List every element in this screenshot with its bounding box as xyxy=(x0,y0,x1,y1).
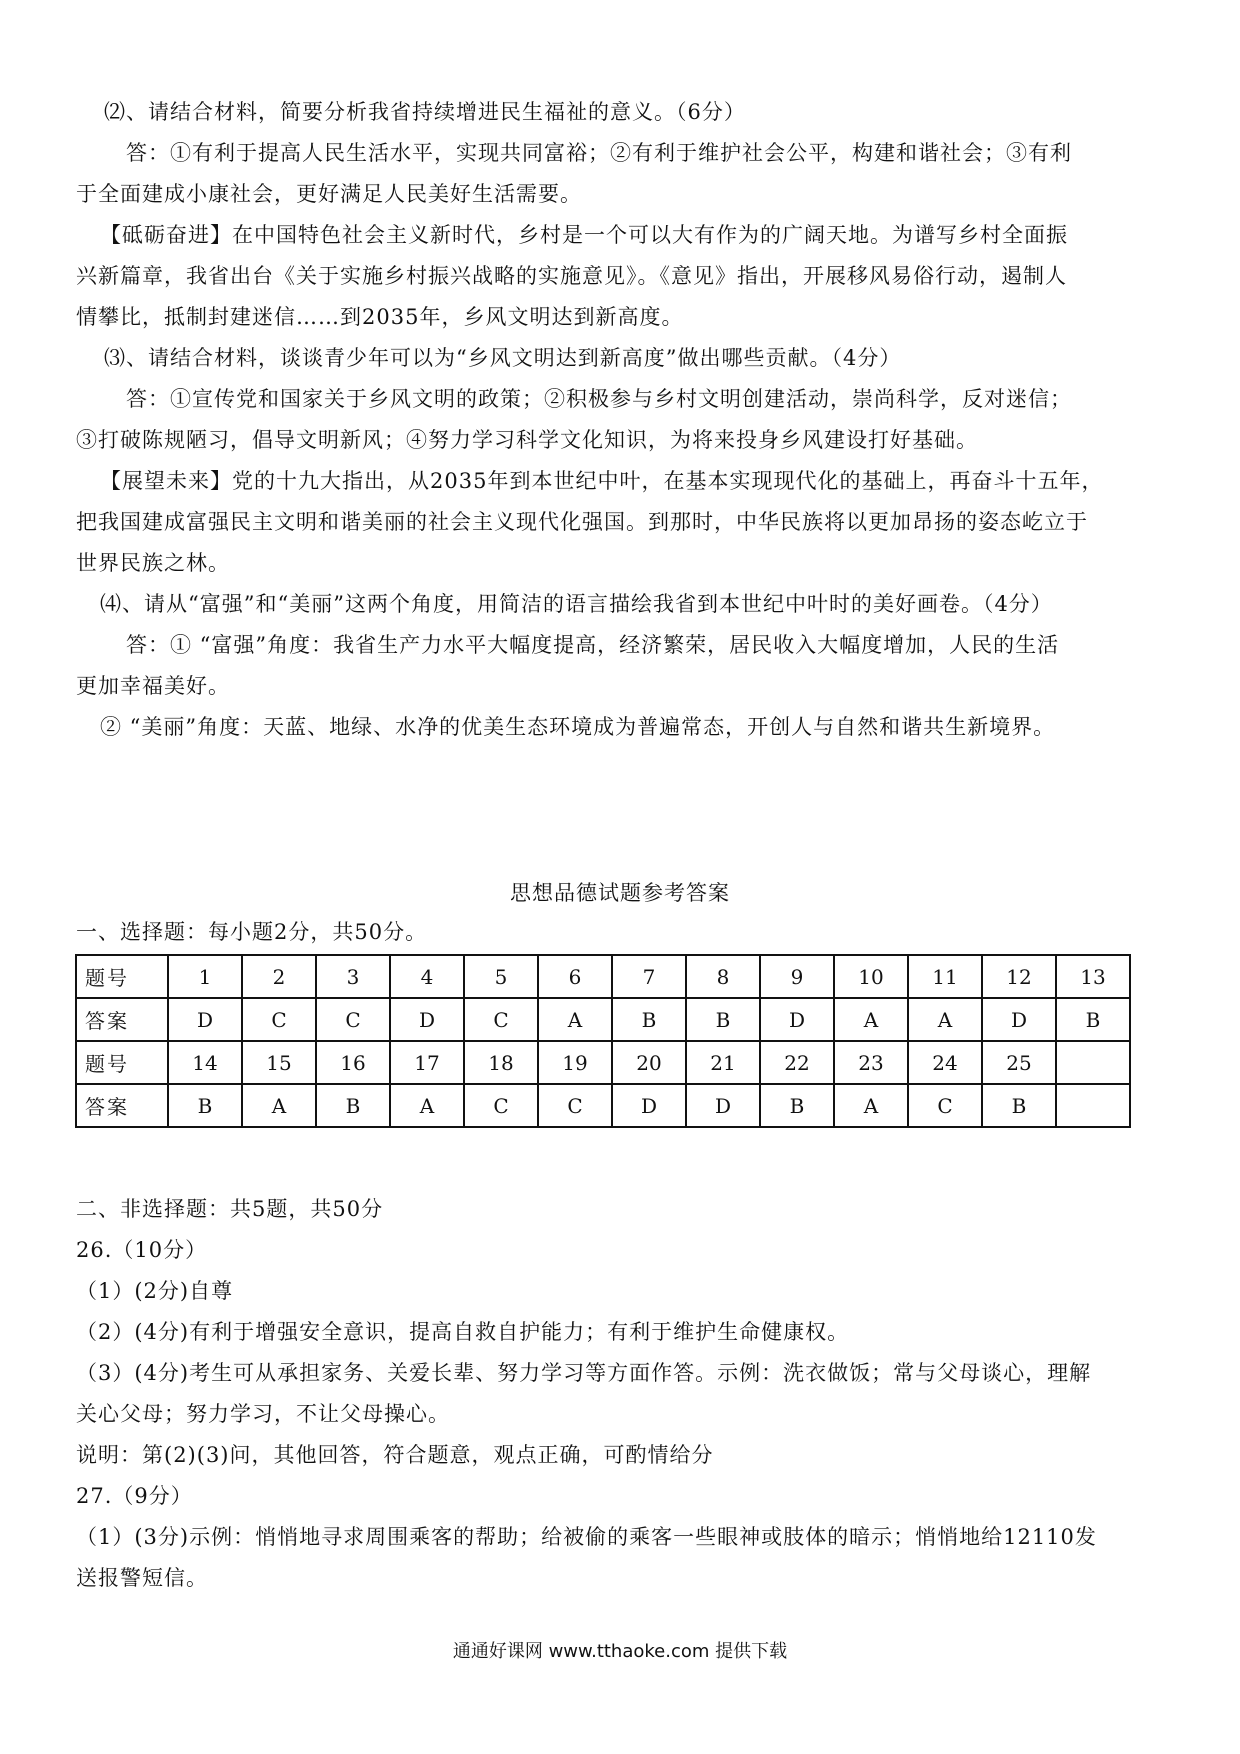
answer-4-line1: 答：① “富强”角度：我省生产力水平大幅度提高，经济繁荣，居民收入大幅度增加，人民的生活 xyxy=(126,633,1060,657)
answer-4-line3: ② “美丽”角度：天蓝、地绿、水净的优美生态环境成为普遍常态，开创人与自然和谐共生新境界。 xyxy=(100,715,1056,739)
question-26-part3-line2: 关心父母；努力学习，不让父母操心。 xyxy=(76,1402,450,1426)
answer-cell: A xyxy=(538,998,612,1041)
question-27-part1-line2: 送报警短信。 xyxy=(76,1566,208,1590)
footer-source: 通通好课网 www.tthaoke.com 提供下载 xyxy=(452,1641,788,1662)
question-number-cell xyxy=(1056,1041,1130,1084)
answer-3-line2: ③打破陈规陋习，倡导文明新风；④努力学习科学文化知识，为将来投身乡风建设打好基础。 xyxy=(76,428,978,452)
answer-2-line1: 答：①有利于提高人民生活水平，实现共同富裕；②有利于维护社会公平，构建和谐社会；③有利 xyxy=(126,141,1072,165)
question-2: ⑵、请结合材料，简要分析我省持续增进民生福祉的意义。（6分） xyxy=(104,100,746,124)
answer-cell: B xyxy=(168,1084,242,1127)
answer-key-title: 思想品德试题参考答案 xyxy=(510,881,730,905)
question-4: ⑷、请从“富强”和“美丽”这两个角度，用简洁的语言描绘我省到本世纪中叶时的美好画卷。（4分） xyxy=(100,592,1053,616)
answer-cell: B xyxy=(686,998,760,1041)
material-3-line1: 【砥砺奋进】在中国特色社会主义新时代，乡村是一个可以大有作为的广阔天地。为谱写乡村全面振 xyxy=(100,223,1068,247)
answer-cell: A xyxy=(390,1084,464,1127)
answer-cell: C xyxy=(538,1084,612,1127)
answer-cell: C xyxy=(464,1084,538,1127)
question-27-heading: 27.（9分） xyxy=(76,1484,193,1508)
answer-cell: D xyxy=(612,1084,686,1127)
question-number-cell: 21 xyxy=(686,1041,760,1084)
answer-cell: D xyxy=(760,998,834,1041)
answer-cell: C xyxy=(464,998,538,1041)
question-number-cell: 15 xyxy=(242,1041,316,1084)
answer-cell xyxy=(1056,1084,1130,1127)
question-number-cell: 19 xyxy=(538,1041,612,1084)
row-label-question-number: 题号 xyxy=(76,1041,168,1084)
question-number-cell: 5 xyxy=(464,955,538,998)
table-row-answers xyxy=(76,1084,1130,1127)
answer-cell: B xyxy=(760,1084,834,1127)
answer-cell: D xyxy=(390,998,464,1041)
question-number-cell: 9 xyxy=(760,955,834,998)
answer-cell: B xyxy=(612,998,686,1041)
answer-2-line2: 于全面建成小康社会，更好满足人民美好生活需要。 xyxy=(76,182,582,206)
question-number-cell: 8 xyxy=(686,955,760,998)
answer-cell: B xyxy=(982,1084,1056,1127)
question-number-cell: 10 xyxy=(834,955,908,998)
question-number-cell: 7 xyxy=(612,955,686,998)
question-number-cell: 14 xyxy=(168,1041,242,1084)
question-number-cell: 18 xyxy=(464,1041,538,1084)
question-number-cell: 23 xyxy=(834,1041,908,1084)
answer-cell: A xyxy=(834,998,908,1041)
answer-cell: B xyxy=(316,1084,390,1127)
question-27-part1-line1: （1）(3分)示例：悄悄地寻求周围乘客的帮助；给被偷的乘客一些眼神或肢体的暗示；悄悄地给12110发 xyxy=(76,1525,1097,1549)
question-number-cell: 17 xyxy=(390,1041,464,1084)
answer-3-line1: 答：①宣传党和国家关于乡风文明的政策；②积极参与乡村文明创建活动，崇尚科学，反对迷信； xyxy=(126,387,1072,411)
row-label-answer: 答案 xyxy=(76,998,168,1041)
material-4-line1: 【展望未来】党的十九大指出，从2035年到本世纪中叶，在基本实现现代化的基础上，再奋斗十五年， xyxy=(100,469,1104,493)
answer-cell: A xyxy=(242,1084,316,1127)
question-number-cell: 3 xyxy=(316,955,390,998)
question-number-cell: 12 xyxy=(982,955,1056,998)
answer-4-line2: 更加幸福美好。 xyxy=(76,674,230,698)
answer-cell: A xyxy=(834,1084,908,1127)
section-2-heading: 二、非选择题：共5题，共50分 xyxy=(76,1197,384,1221)
question-26-part2: （2）(4分)有利于增强安全意识，提高自救自护能力；有利于维护生命健康权。 xyxy=(76,1320,850,1344)
question-number-cell: 16 xyxy=(316,1041,390,1084)
question-number-cell: 6 xyxy=(538,955,612,998)
table-row-question-numbers xyxy=(76,955,1130,998)
question-number-cell: 2 xyxy=(242,955,316,998)
question-number-cell: 20 xyxy=(612,1041,686,1084)
question-26-heading: 26.（10分） xyxy=(76,1238,208,1262)
answer-cell: A xyxy=(908,998,982,1041)
answer-cell: D xyxy=(982,998,1056,1041)
answer-table xyxy=(75,954,1131,1128)
material-4-line3: 世界民族之林。 xyxy=(76,551,230,575)
question-number-cell: 11 xyxy=(908,955,982,998)
question-number-cell: 22 xyxy=(760,1041,834,1084)
answer-cell: C xyxy=(316,998,390,1041)
row-label-question-number: 题号 xyxy=(76,955,168,998)
material-3-line2: 兴新篇章，我省出台《关于实施乡村振兴战略的实施意见》。《意见》指出，开展移风易俗行动，遏制人 xyxy=(76,264,1067,288)
table-row-answers xyxy=(76,998,1130,1041)
question-number-cell: 1 xyxy=(168,955,242,998)
row-label-answer: 答案 xyxy=(76,1084,168,1127)
question-26-part3-line1: （3）(4分)考生可从承担家务、关爱长辈、努力学习等方面作答。示例：洗衣做饭；常与父母谈心，理解 xyxy=(76,1361,1092,1385)
question-26-part1: （1）(2分)自尊 xyxy=(76,1279,234,1303)
question-3: ⑶、请结合材料，谈谈青少年可以为“乡风文明达到新高度”做出哪些贡献。（4分） xyxy=(104,346,902,370)
scoring-note: 说明：第(2)(3)问，其他回答，符合题意，观点正确，可酌情给分 xyxy=(76,1443,714,1467)
answer-cell: B xyxy=(1056,998,1130,1041)
answer-cell: C xyxy=(908,1084,982,1127)
section-1-heading: 一、选择题：每小题2分，共50分。 xyxy=(76,920,428,944)
question-number-cell: 24 xyxy=(908,1041,982,1084)
answer-cell: D xyxy=(168,998,242,1041)
material-3-line3: 情攀比，抵制封建迷信……到2035年，乡风文明达到新高度。 xyxy=(76,305,684,329)
table-row-question-numbers xyxy=(76,1041,1130,1084)
answer-cell: D xyxy=(686,1084,760,1127)
question-number-cell: 13 xyxy=(1056,955,1130,998)
answer-cell: C xyxy=(242,998,316,1041)
question-number-cell: 4 xyxy=(390,955,464,998)
material-4-line2: 把我国建成富强民主文明和谐美丽的社会主义现代化强国。到那时，中华民族将以更加昂扬的姿态屹立于 xyxy=(76,510,1088,534)
question-number-cell: 25 xyxy=(982,1041,1056,1084)
